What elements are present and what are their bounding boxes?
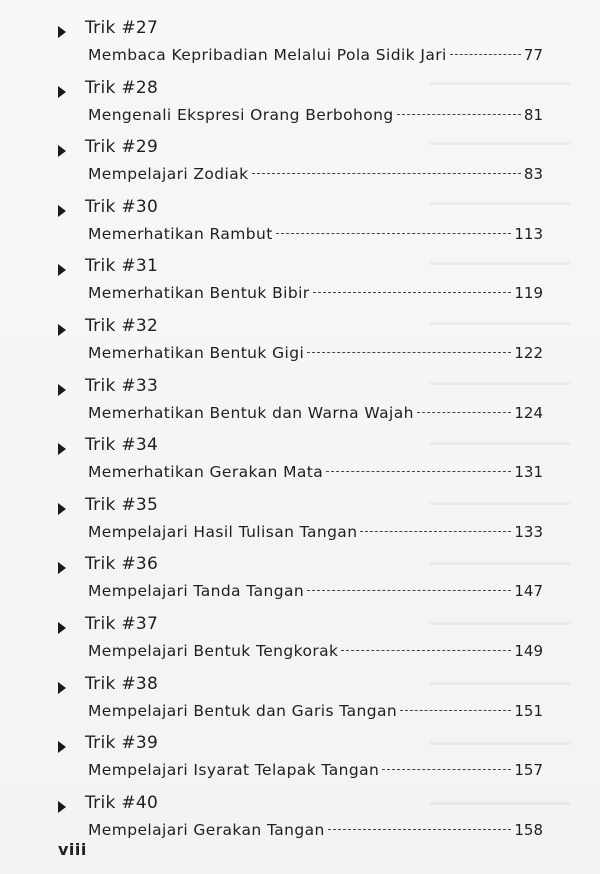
trik-number: Trik #35 xyxy=(85,494,159,515)
toc-line xyxy=(88,46,543,70)
triangle-right-icon xyxy=(58,264,66,276)
page-number: 157 xyxy=(514,761,543,780)
trik-number: Trik #38 xyxy=(85,673,159,694)
page-number: 131 xyxy=(514,463,543,482)
toc-title: Memerhatikan Bentuk dan Warna Wajah xyxy=(88,403,414,422)
trik-number: Trik #39 xyxy=(85,733,159,754)
toc-entry[interactable] xyxy=(0,793,600,853)
dotted-leader xyxy=(313,292,512,293)
dotted-leader xyxy=(307,590,511,591)
trik-number: Trik #40 xyxy=(85,792,159,813)
table-of-contents xyxy=(0,18,600,852)
trik-number: Trik #34 xyxy=(85,435,159,456)
trik-number: Trik #29 xyxy=(85,137,159,158)
page-number: 151 xyxy=(514,701,543,720)
triangle-right-icon xyxy=(58,503,66,515)
triangle-right-icon xyxy=(58,443,66,455)
triangle-right-icon xyxy=(58,562,66,574)
dotted-leader xyxy=(252,173,521,174)
triangle-right-icon xyxy=(58,741,66,753)
dotted-leader xyxy=(360,531,511,532)
trik-number: Trik #31 xyxy=(85,256,159,277)
triangle-right-icon xyxy=(58,324,66,336)
trik-number: Trik #37 xyxy=(85,613,159,634)
trik-number: Trik #30 xyxy=(85,196,159,217)
triangle-right-icon xyxy=(58,622,66,634)
page-folio: viii xyxy=(58,840,87,859)
toc-entry[interactable] xyxy=(0,256,600,316)
toc-line xyxy=(88,344,543,368)
toc-entry[interactable] xyxy=(0,674,600,734)
toc-line xyxy=(88,761,543,785)
trik-number: Trik #28 xyxy=(85,77,159,98)
triangle-right-icon xyxy=(58,801,66,813)
toc-entry[interactable] xyxy=(0,733,600,793)
dotted-leader xyxy=(450,54,521,55)
dotted-leader xyxy=(397,114,521,115)
toc-entry[interactable] xyxy=(0,78,600,138)
toc-entry[interactable] xyxy=(0,316,600,376)
page-number: 122 xyxy=(514,343,543,362)
toc-line xyxy=(88,642,543,666)
toc-title: Mempelajari Tanda Tangan xyxy=(88,582,305,601)
dotted-leader xyxy=(341,650,511,651)
triangle-right-icon xyxy=(58,384,66,396)
toc-entry[interactable] xyxy=(0,554,600,614)
toc-line xyxy=(88,165,543,189)
toc-entry[interactable] xyxy=(0,376,600,436)
trik-number: Trik #32 xyxy=(85,315,159,336)
trik-number: Trik #27 xyxy=(85,18,159,38)
toc-title: Mempelajari Bentuk dan Garis Tangan xyxy=(88,701,398,720)
dotted-leader xyxy=(400,710,511,711)
page-number: 133 xyxy=(514,522,543,541)
page-number: 147 xyxy=(514,582,543,601)
toc-line xyxy=(88,404,543,428)
triangle-right-icon xyxy=(58,86,66,98)
triangle-right-icon xyxy=(58,682,66,694)
triangle-right-icon xyxy=(58,205,66,217)
toc-line xyxy=(88,284,543,308)
page-number: 119 xyxy=(514,284,543,303)
page-number: 81 xyxy=(523,105,543,124)
dotted-leader xyxy=(417,412,512,413)
dotted-leader xyxy=(276,233,512,234)
toc-title: Memerhatikan Gerakan Mata xyxy=(88,463,324,482)
page-number: 149 xyxy=(514,641,543,660)
page-number: 83 xyxy=(523,165,543,184)
toc-title: Mempelajari Isyarat Telapak Tangan xyxy=(88,761,380,780)
toc-line xyxy=(88,821,543,845)
toc-entry[interactable] xyxy=(0,435,600,495)
page-number: 77 xyxy=(523,46,543,64)
dotted-leader xyxy=(382,769,511,770)
page-number: 113 xyxy=(514,224,543,243)
toc-title: Memerhatikan Bentuk Gigi xyxy=(88,343,305,362)
toc-title: Mempelajari Zodiak xyxy=(88,165,249,184)
toc-entry[interactable] xyxy=(0,495,600,555)
toc-title: Mempelajari Bentuk Tengkorak xyxy=(88,641,339,660)
dotted-leader xyxy=(307,352,511,353)
dotted-leader xyxy=(326,471,511,472)
page-number: 124 xyxy=(514,403,543,422)
trik-number: Trik #36 xyxy=(85,554,159,575)
page-number: 158 xyxy=(514,820,543,839)
toc-line xyxy=(88,702,543,726)
trik-number: Trik #33 xyxy=(85,375,159,396)
toc-line xyxy=(88,523,543,547)
toc-title: Mempelajari Gerakan Tangan xyxy=(88,820,325,839)
toc-entry[interactable] xyxy=(0,197,600,257)
toc-entry[interactable] xyxy=(0,137,600,197)
toc-title: Memerhatikan Rambut xyxy=(88,224,273,243)
triangle-right-icon xyxy=(58,26,66,38)
toc-entry[interactable] xyxy=(0,614,600,674)
toc-line xyxy=(88,463,543,487)
toc-line xyxy=(88,225,543,249)
toc-line xyxy=(88,582,543,606)
toc-entry[interactable] xyxy=(0,18,600,78)
toc-title: Membaca Kepribadian Melalui Pola Sidik Jari xyxy=(88,46,447,64)
toc-title: Mengenali Ekspresi Orang Berbohong xyxy=(88,105,394,124)
triangle-right-icon xyxy=(58,145,66,157)
dotted-leader xyxy=(328,829,512,830)
toc-line xyxy=(88,106,543,130)
toc-title: Mempelajari Hasil Tulisan Tangan xyxy=(88,522,358,541)
toc-title: Memerhatikan Bentuk Bibir xyxy=(88,284,310,303)
